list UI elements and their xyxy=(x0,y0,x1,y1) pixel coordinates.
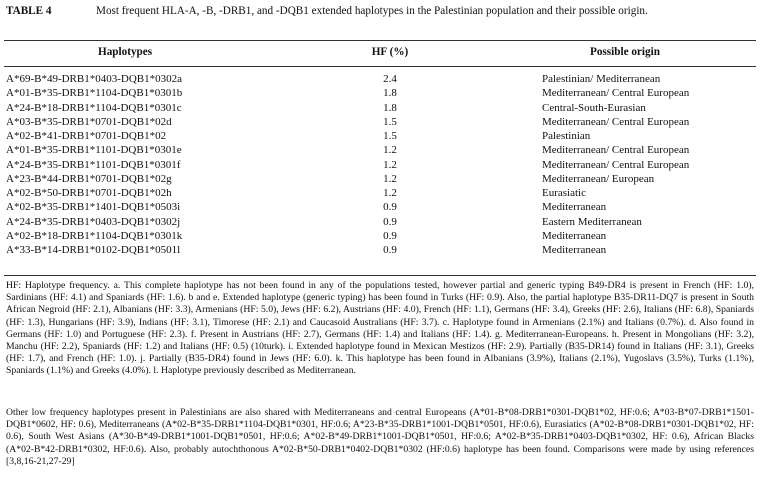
origin-cell: Eastern Mediterranean xyxy=(542,215,642,228)
origin-cell: Palestinian xyxy=(542,130,591,142)
origin-cell: Mediterranean/ European xyxy=(542,172,655,185)
haplotype-cell: A*02-B*35-DRB1*1401-DQB1*0503i xyxy=(6,201,181,214)
footnote-main: HF: Haplotype frequency. a. This complete haplotype has not been found in any of the populations tested, however partial and generic typing B49-DR4 is present in French (HF: 1.0), Sardinians (HF: 4.1) and Spaniards (HF: 1.6). b and e. Extended haplotype (generic typing) has been found in Turks (HF: 0.9). Also, the partial haplotype B35-DR11-DQ7 is present in South African Negroid (HF: 2.1), Albanians (HF: 3.3), Armenians (HF: 5.0), Jews (HF: 6.2), Austrians (HF: 4.0), French (HF: 1.1), Germans (HF: 3.4), Greeks (HF: 2.6), Italians (HF: 6.8), Spaniards (HF: 1.3), Hungarians (HF: 3.9), Indians (HF: 3.1), Timorese (HF: 2.1) and Caucasoid Australians (HF: 3.7). c. Haplotype found in Armenians (2.1%) and Italians (0.7%). d. Also found in Germans (HF: 1.0) and Portuguese (HF: 2.3). f. Present in Austrians (HF: 2.7), Germans (HF: 1.4) and Italians (HF: 1.4). g. Mediterranean-Europeans. h. Present in Mongolians (HF: 3.2), Manchu (HF: 2.2), Spaniards (HF: 1.2) and Italians (HF: 0.5) (10turk). i. Extended haplotype found in Mexican Mestizos (HF: 2.9). Partially (B35-DR14) found in Italians (HF: 3.1), Greeks (HF: 1.7), and French (HF: 1.0). j. Partially (B35-DR4) found in Jews (HF: 6.0). k. This haplotype has been found in Albanians (3.9%), Italians (2.1%), Yugoslavs (3.5%), Turks (1.1%), Spaniards (1.1%) and Greeks (4.0%). l. Haplotype previously described as Mediterranean. xyxy=(6,280,754,377)
header-hf: HF (%) xyxy=(371,46,409,58)
origin-cell: Palestinian/ Mediterranean xyxy=(542,73,661,85)
table-row xyxy=(0,115,760,129)
haplotype-cell: A*02-B*50-DRB1*0701-DQB1*02h xyxy=(6,187,172,199)
origin-cell: Mediterranean/ Central European xyxy=(542,87,690,100)
origin-cell: Mediterranean/ Central European xyxy=(542,144,690,157)
hf-cell: 1.2 xyxy=(383,144,397,157)
origin-cell: Central-South-Eurasian xyxy=(542,101,646,114)
hf-cell: 1.2 xyxy=(383,187,397,199)
header-rule xyxy=(4,66,756,67)
haplotype-cell: A*01-B*35-DRB1*1104-DQB1*0301b xyxy=(6,87,183,100)
haplotype-cell: A*02-B*18-DRB1*1104-DQB1*0301k xyxy=(6,229,183,242)
table-row xyxy=(0,200,760,214)
hf-cell: 1.2 xyxy=(383,158,397,171)
hf-cell: 0.9 xyxy=(383,215,397,228)
haplotype-cell: A*24-B*18-DRB1*1104-DQB1*0301c xyxy=(6,101,182,114)
origin-cell: Mediterranean/ Central European xyxy=(542,158,690,171)
bottom-rule xyxy=(4,275,756,276)
origin-cell: Eurasiatic xyxy=(542,187,586,199)
haplotype-cell: A*02-B*41-DRB1*0701-DQB1*02 xyxy=(6,130,167,142)
hf-cell: 0.9 xyxy=(383,244,397,256)
table-row xyxy=(0,172,760,186)
haplotype-cell: A*23-B*44-DRB1*0701-DQB1*02g xyxy=(6,172,172,185)
haplotype-cell: A*01-B*35-DRB1*1101-DQB1*0301e xyxy=(6,144,182,157)
hf-cell: 0.9 xyxy=(383,201,397,214)
hf-cell: 1.8 xyxy=(383,101,397,114)
origin-cell: Mediterranean xyxy=(542,229,607,242)
table-row xyxy=(0,143,760,157)
hf-cell: 1.5 xyxy=(383,115,397,128)
footnote-other: Other low frequency haplotypes present in Palestinians are also shared with Mediterraneans and central Europeans (A*01-B*08-DRB1*0301-DQB1*02, HF:0.6; A*03-B*07-DRB1*1501-DQB1*0602, HF: 0.6), Mediterraneans (A*02-B*35-DRB1*1104-DQB1*0301, HF:0.6; A*23-B*35-DRB1*1001-DQB1*0501, HF:0.6), Eurasiatics (A*02-B*08-DRB1*0301-DQB1*02, HF: 0.6), South West Asians (A*30-B*49-DRB1*1001-DQB1*0501, HF:0.6; A*02-B*49-DRB1*1001-DQB1*0501, HF:0.6; A*02-B*35-DRB1*0403-DQB1*0302, HF: 0.6), African Blacks (A*02-B*42-DRB1*0302, HF:0.6). Also, probably autochthonous A*02-B*50-DRB1*0402-DQB1*0302 (HF:0.6) haplotype has been found. Comparisons were made by using references [3,8,16-21,27-29] xyxy=(6,407,754,467)
table-row xyxy=(0,243,760,257)
haplotype-cell: A*03-B*35-DRB1*0701-DQB1*02d xyxy=(6,115,172,128)
hf-cell: 1.2 xyxy=(383,172,397,185)
origin-cell: Mediterranean/ Central European xyxy=(542,115,690,128)
table-row xyxy=(0,72,760,86)
haplotype-cell: A*69-B*49-DRB1*0403-DQB1*0302a xyxy=(6,73,182,85)
origin-cell: Mediterranean xyxy=(542,201,607,214)
origin-cell: Mediterranean xyxy=(542,244,607,256)
header-origin: Possible origin xyxy=(590,46,660,58)
top-rule xyxy=(4,40,756,41)
table-label: TABLE 4 xyxy=(6,5,52,17)
table-row xyxy=(0,229,760,243)
table-caption-text: Most frequent HLA-A, -B, -DRB1, and -DQB1 extended haplotypes in the Palestinian population and their possible origin. xyxy=(96,5,648,17)
hf-cell: 1.8 xyxy=(383,87,397,100)
hf-cell: 1.5 xyxy=(383,130,397,142)
haplotype-cell: A*24-B*35-DRB1*0403-DQB1*0302j xyxy=(6,215,181,228)
table-row xyxy=(0,215,760,229)
hf-cell: 0.9 xyxy=(383,229,397,242)
haplotype-cell: A*33-B*14-DRB1*0102-DQB1*0501l xyxy=(6,244,181,256)
table-row xyxy=(0,186,760,200)
table-row xyxy=(0,129,760,143)
table-row xyxy=(0,158,760,172)
header-haplotypes: Haplotypes xyxy=(98,46,153,58)
table-row xyxy=(0,101,760,115)
table-row xyxy=(0,86,760,100)
haplotype-cell: A*24-B*35-DRB1*1101-DQB1*0301f xyxy=(6,158,181,171)
hf-cell: 2.4 xyxy=(383,73,397,85)
